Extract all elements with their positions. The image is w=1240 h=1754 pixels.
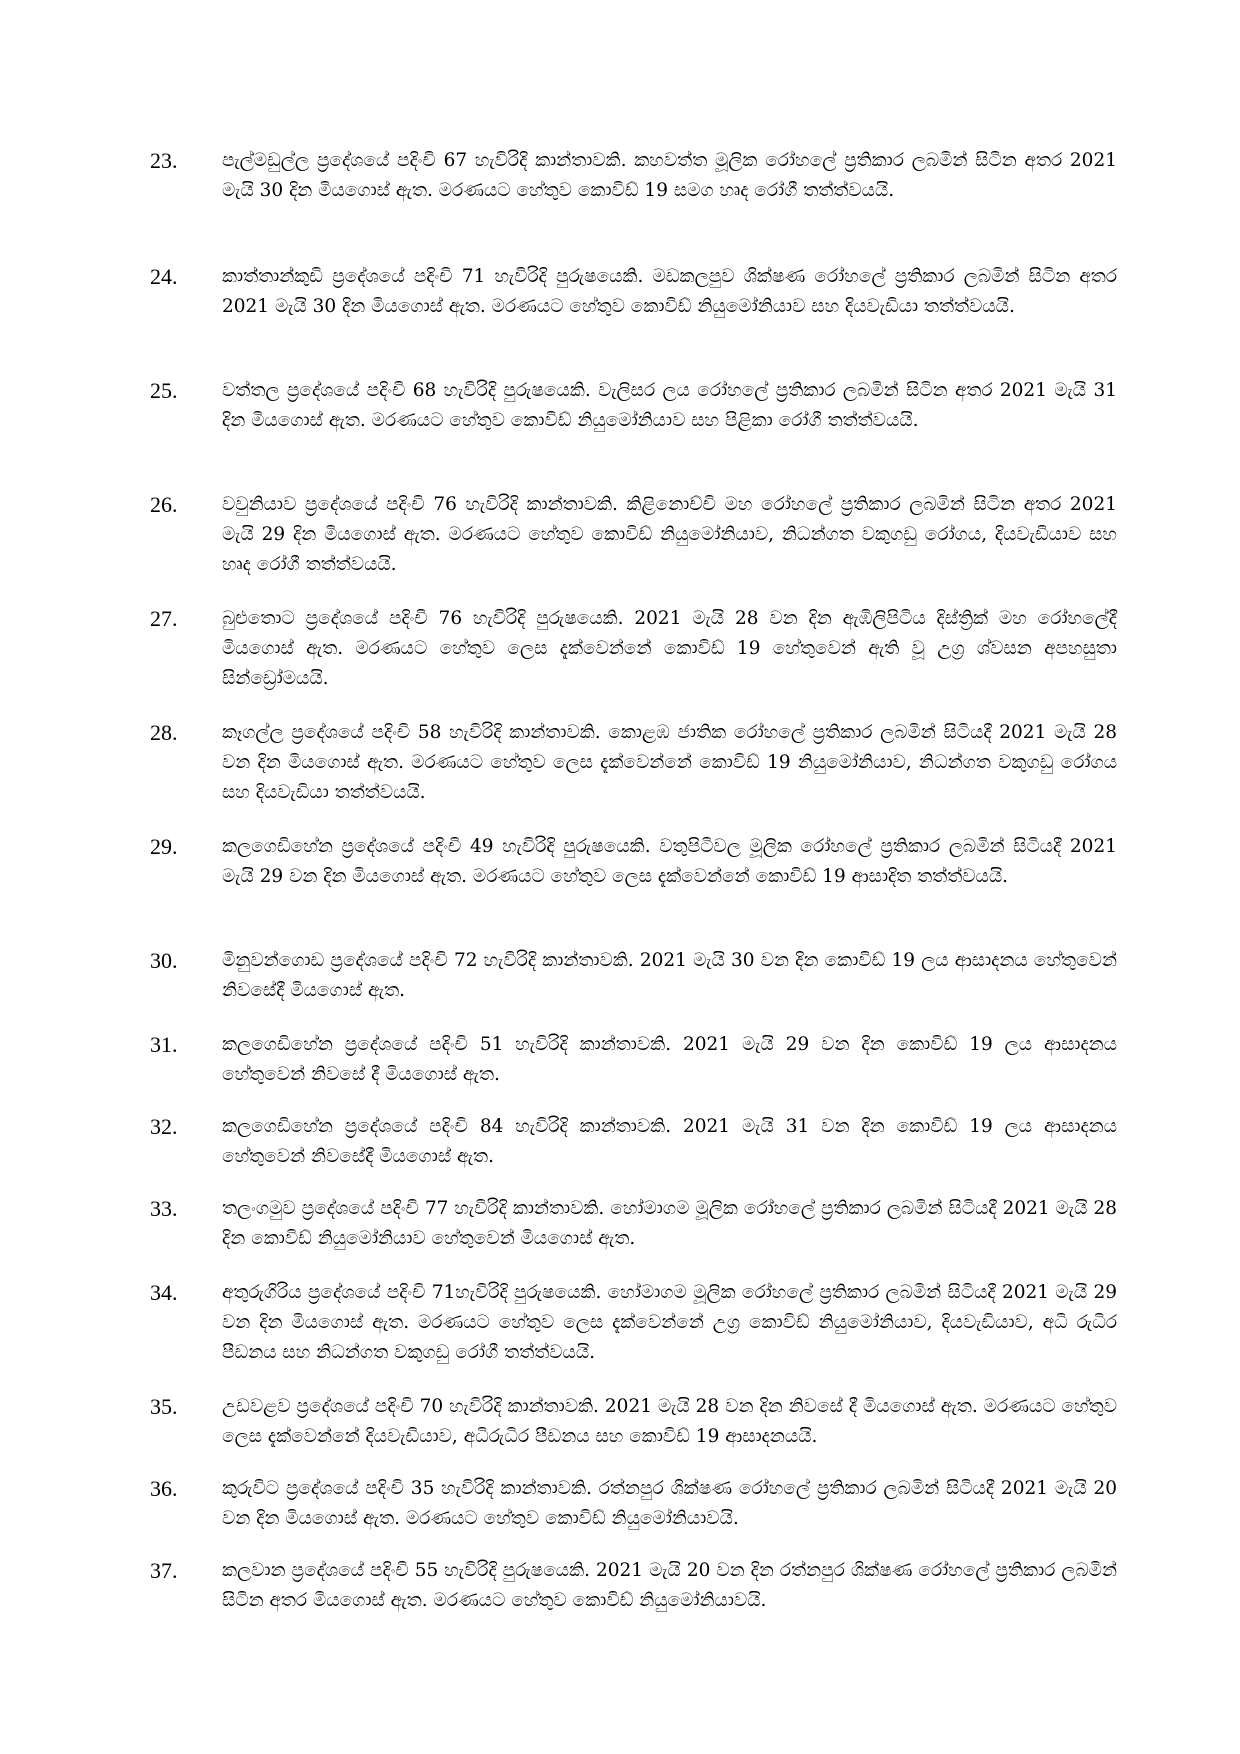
item-number: 23. [150,148,178,173]
item-text: වත්තල ප්‍රදේශයේ පදිංචි 68 හැවිරිදි පුරුෂයෙකි. වැලිසර ලය රෝහලේ ප්‍රතිකාර ලබමින් සිටින අතර 2021 මැයි 31 දින මියගොස් ඇත. මරණයට හේතුව කොවිඩ් නියුමෝනියාව සහ පිළිකා රෝගී තත්ත්වයයි. [222,380,1117,431]
item-number: 34. [150,1280,178,1305]
item-number: 32. [150,1114,178,1139]
item-text: කලවාන ප්‍රදේශයේ පදිංචි 55 හැවිරිදි පුරුෂයෙකි. 2021 මැයි 20 වන දින රත්නපුර ශික්ෂණ රෝහලේ ප්‍රතිකාර ලබමින් සිටින අතර මියගොස් ඇත. මරණයට හේතුව කොවිඩ් නියුමෝනියාවයි. [222,1560,1117,1611]
item-text: අතුරුගිරිය ප්‍රදේශයේ පදිංචි 71හැවිරිදි පුරුෂයෙකි. හෝමාගම මූලික රෝහලේ ප්‍රතිකාර ලබමින් සිටියදී 2021 මැයි 29 වන දින මියගොස් ඇත. මරණයට හේතුව ලෙස දැක්වෙන්නේ උග්‍ර කොවිඩ් නියුමෝනියාව, දියවැඩියාව, අධි රුධිර පීඩනය සහ නිධන්ගත වකුගඩු රෝගී තත්ත්වයයි. [222,1282,1117,1363]
item-text: මිනුවන්ගොඩ ප්‍රදේශයේ පදිංචි 72 හැවිරිදි කාන්තාවකි. 2021 මැයි 30 වන දින කොවිඩ් 19 ලය ආසාදනය හේතුවෙන් නිවසේදී මියගොස් ඇත. [222,950,1117,1001]
item-number: 35. [150,1394,178,1419]
item-number: 28. [150,720,178,745]
item-text: කුරුවිට ප්‍රදේශයේ පදිංචි 35 හැවිරිදි කාන්තාවකි. රත්නපුර ශික්ෂණ රෝහලේ ප්‍රතිකාර ලබමින් සිටියදී 2021 මැයි 20 වන දින මියගොස් ඇත. මරණයට හේතුව කොවිඩ් නියුමෝනියාවයි. [222,1478,1117,1529]
item-number: 30. [150,948,178,973]
item-text: පැල්මඩුල්ල ප්‍රදේශයේ පදිංචි 67 හැවිරිදි කාන්තාවකි. කහවත්ත මූලික රෝහලේ ප්‍රතිකාර ලබමින් සිටින අතර 2021 මැයි 30 දින මියගොස් ඇත. මරණයට හේතුව කොවිඩ් 19 සමග හෘද රෝගී තත්ත්වයයි. [222,150,1117,201]
item-number: 25. [150,378,178,403]
item-text: තලංගමුව ප්‍රදේශයේ පදිංචි 77 හැවිරිදි කාන්තාවකි. හෝමාගම මූලික රෝහලේ ප්‍රතිකාර ලබමින් සිටියදී 2021 මැයි 28 දින කොවිඩ් නියුමෝනියාව හේතුවෙන් මියගොස් ඇත. [222,1198,1117,1249]
item-number: 33. [150,1196,178,1221]
item-number: 37. [150,1558,178,1583]
item-number: 24. [150,264,178,289]
item-number: 31. [150,1032,178,1057]
item-text: වවුනියාව ප්‍රදේශයේ පදිංචි 76 හැවිරිදි කාන්තාවකි. කිළිනොච්චි මහ රෝහලේ ප්‍රතිකාර ලබමින් සිටින අතර 2021 මැයි 29 දින මියගොස් ඇත. මරණයට හේතුව කොවිඩ් නියුමෝනියාව, නිධන්ගත වකුගඩු රෝගය, දියවැඩියාව සහ හෘද රෝගී තත්ත්වයයි. [222,494,1117,575]
item-number: 29. [150,834,178,859]
item-text: උඩවළව ප්‍රදේශයේ පදිංචි 70 හැවිරිදි කාන්තාවකි. 2021 මැයි 28 වන දින නිවසේ දී මියගොස් ඇත. මරණයට හේතුව ලෙස දැක්වෙන්නේ දියවැඩියාව, අධිරුධිර පීඩනය සහ කොවිඩ් 19 ආසාදනයයි. [222,1396,1117,1447]
item-text: කලගෙඩිහේන ප්‍රදේශයේ පදිංචි 84 හැවිරිදි කාන්තාවකි. 2021 මැයි 31 වන දින කොවිඩ් 19 ලය ආසාදනය හේතුවෙන් නිවසේදී මියගොස් ඇත. [222,1116,1117,1167]
item-text: කාත්තාන්කුඩි ප්‍රදේශයේ පදිංචි 71 හැවිරිදි පුරුෂයෙකි. මඩකලපුව ශික්ෂණ රෝහලේ ප්‍රතිකාර ලබමින් සිටින අතර 2021 මැයි 30 දින මියගොස් ඇත. මරණයට හේතුව කොවිඩ් නියුමෝනියාව සහ දියවැඩියා තත්ත්වයයි. [222,266,1117,317]
item-text: කලගෙඩිහේන ප්‍රදේශයේ පදිංචි 51 හැවිරිදි කාන්තාවකි. 2021 මැයි 29 වන දින කොවිඩ් 19 ලය ආසාදනය හේතුවෙන් නිවසේ දී මියගොස් ඇත. [222,1034,1117,1085]
item-number: 36. [150,1476,178,1501]
item-text: කෑගල්ල ප්‍රදේශයේ පදිංචි 58 හැවිරිදි කාන්තාවකි. කොළඹ ජාතික රෝහලේ ප්‍රතිකාර ලබමින් සිටියදී 2021 මැයි 28 වන දින මියගොස් ඇත. මරණයට හේතුව ලෙස දැක්වෙන්නේ කොවිඩ් 19 නියුමෝනියාව, නිධන්ගත වකුගඩු රෝගය සහ දියවැඩියා තත්ත්වයයි. [222,722,1117,803]
item-text: කලගෙඩිහේන ප්‍රදේශයේ පදිංචි 49 හැවිරිදි පුරුෂයෙකි. වතුපිටිවල මූලික රෝහලේ ප්‍රතිකාර ලබමින් සිටියදී 2021 මැයි 29 වන දින මියගොස් ඇත. මරණයට හේතුව ලෙස දැක්වෙන්නේ කොවිඩ් 19 ආසාදිත තත්ත්වයයි. [222,836,1117,887]
item-number: 26. [150,492,178,517]
item-text: බුළුතොට ප්‍රදේශයේ පදිංචි 76 හැවිරිදි පුරුෂයෙකි. 2021 මැයි 28 වන දින ඇඹිලිපිටිය දිස්ත්‍රික් මහ රෝහලේදී මියගොස් ඇත. මරණයට හේතුව ලෙස දැක්වෙන්නේ කොවිඩ් 19 හේතුවෙන් ඇති වූ උග්‍ර ශ්වසන අපහසුතා සින්ඩ්‍රෝමයයි. [222,608,1117,689]
item-number: 27. [150,606,178,631]
